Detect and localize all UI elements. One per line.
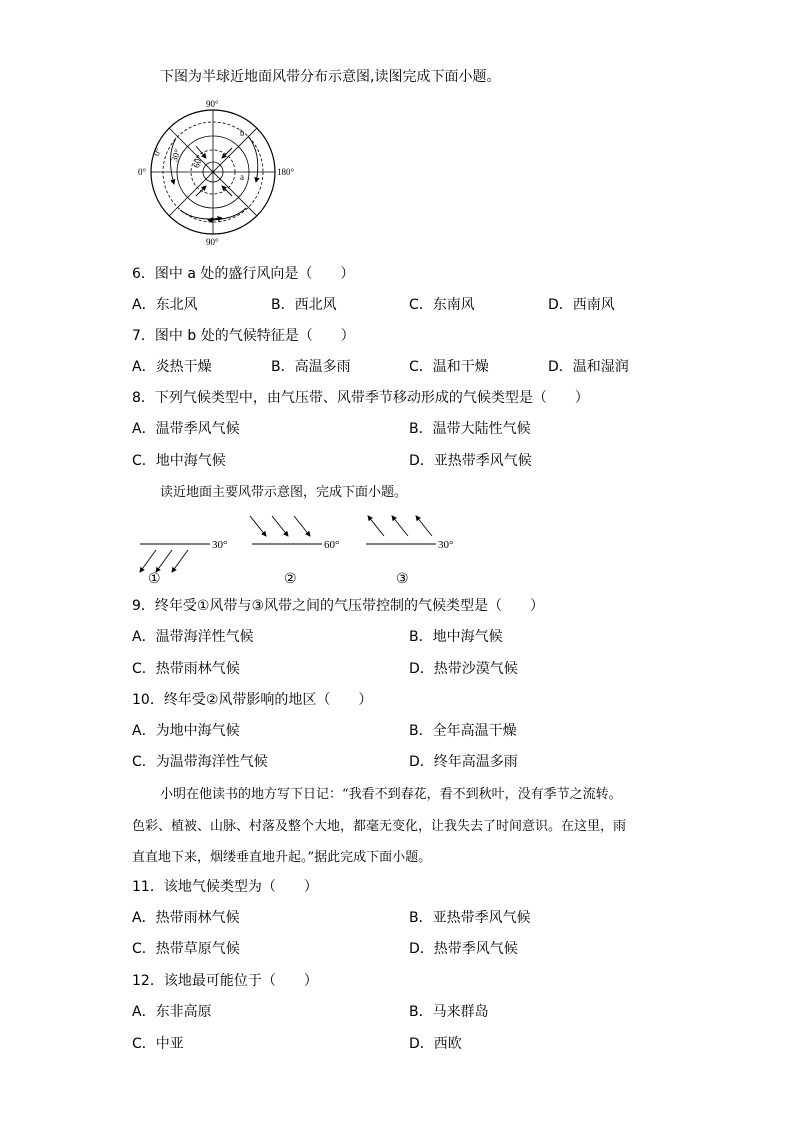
q7-option-c[interactable]: C．温和干燥	[409, 359, 489, 375]
label-90-top: 90°	[206, 99, 219, 109]
wind-belt-hemisphere-figure	[136, 96, 306, 248]
label-lat-60: 60°	[190, 153, 205, 170]
diagram3-lat-label: 30°	[438, 539, 454, 551]
question-12-stem: 12．该地最可能位于（ ）	[132, 973, 318, 989]
q8-option-c[interactable]: C．地中海气候	[132, 453, 226, 469]
intro-text-3-line3: 直直地下来，烟缕垂直地升起。”据此完成下面小题。	[132, 850, 432, 865]
q12-option-c[interactable]: C．中亚	[132, 1036, 184, 1052]
diagram2-lat-label: 60°	[324, 539, 340, 551]
q9-option-c[interactable]: C．热带雨林气候	[132, 661, 240, 677]
q11-option-a[interactable]: A．热带雨林气候	[132, 910, 240, 926]
q11-option-c[interactable]: C．热带草原气候	[132, 941, 240, 957]
q12-option-a[interactable]: A．东非高原	[132, 1004, 212, 1020]
q11-option-d[interactable]: D．热带季风气候	[409, 941, 518, 957]
q8-option-a[interactable]: A．温带季风气候	[132, 421, 240, 437]
q10-option-b[interactable]: B．全年高温干燥	[409, 723, 517, 739]
label-0-left: 0°	[138, 167, 147, 177]
q8-option-d[interactable]: D．亚热带季风气候	[409, 453, 532, 469]
point-b-label: b	[240, 128, 245, 138]
q10-option-d[interactable]: D．终年高温多雨	[409, 754, 518, 770]
diagram3-number: ③	[396, 571, 409, 587]
label-lat-30: 30°	[168, 147, 183, 164]
q6-option-b[interactable]: B．西北风	[271, 297, 337, 313]
q9-option-a[interactable]: A．温带海洋性气候	[132, 629, 254, 645]
intro-text-3-line2: 色彩、植被、山脉、村落及整个大地，都毫无变化，让我失去了时间意识。在这里，雨	[132, 819, 627, 834]
q6-option-a[interactable]: A．东北风	[132, 297, 198, 313]
intro-text-1: 下图为半球近地面风带分布示意图,读图完成下面小题。	[160, 69, 501, 85]
intro-text-3-line1: 小明在他读书的地方写下日记：“我看不到春花，看不到秋叶，没有季节之流转。	[160, 787, 622, 802]
question-6-stem: 6．图中 a 处的盛行风向是（ ）	[132, 266, 355, 282]
intro-text-2: 读近地面主要风带示意图，完成下面小题。	[160, 485, 408, 500]
q10-option-a[interactable]: A．为地中海气候	[132, 723, 240, 739]
question-11-stem: 11．该地气候类型为（ ）	[132, 879, 318, 895]
label-180-right: 180°	[277, 167, 295, 177]
q6-option-d[interactable]: D．西南风	[548, 297, 615, 313]
q9-option-b[interactable]: B．地中海气候	[409, 629, 503, 645]
q10-option-c[interactable]: C．为温带海洋性气候	[132, 754, 268, 770]
q9-option-d[interactable]: D．热带沙漠气候	[409, 661, 518, 677]
q12-option-b[interactable]: B．马来群岛	[409, 1004, 489, 1020]
diagram1-number: ①	[148, 571, 161, 587]
q7-option-b[interactable]: B．高温多雨	[271, 359, 351, 375]
point-a-label: a	[240, 172, 244, 182]
label-90-bottom: 90°	[206, 237, 219, 247]
question-7-stem: 7．图中 b 处的气候特征是（ ）	[132, 328, 355, 344]
q6-option-c[interactable]: C．东南风	[409, 297, 475, 313]
question-8-stem: 8．下列气候类型中，由气压带、风带季节移动形成的气候类型是（ ）	[132, 390, 589, 406]
q8-option-b[interactable]: B．温带大陆性气候	[409, 421, 531, 437]
q7-option-d[interactable]: D．温和湿润	[548, 359, 629, 375]
q11-option-b[interactable]: B．亚热带季风气候	[409, 910, 531, 926]
q7-option-a[interactable]: A．炎热干燥	[132, 359, 212, 375]
diagram1-lat-label: 30°	[212, 539, 228, 551]
diagram2-number: ②	[284, 571, 297, 587]
q12-option-d[interactable]: D．西欧	[409, 1036, 462, 1052]
question-10-stem: 10．终年受②风带影响的地区（ ）	[132, 692, 373, 708]
label-lat-0: 0°	[150, 146, 164, 158]
question-9-stem: 9．终年受①风带与③风带之间的气压带控制的气候类型是（ ）	[132, 598, 545, 614]
